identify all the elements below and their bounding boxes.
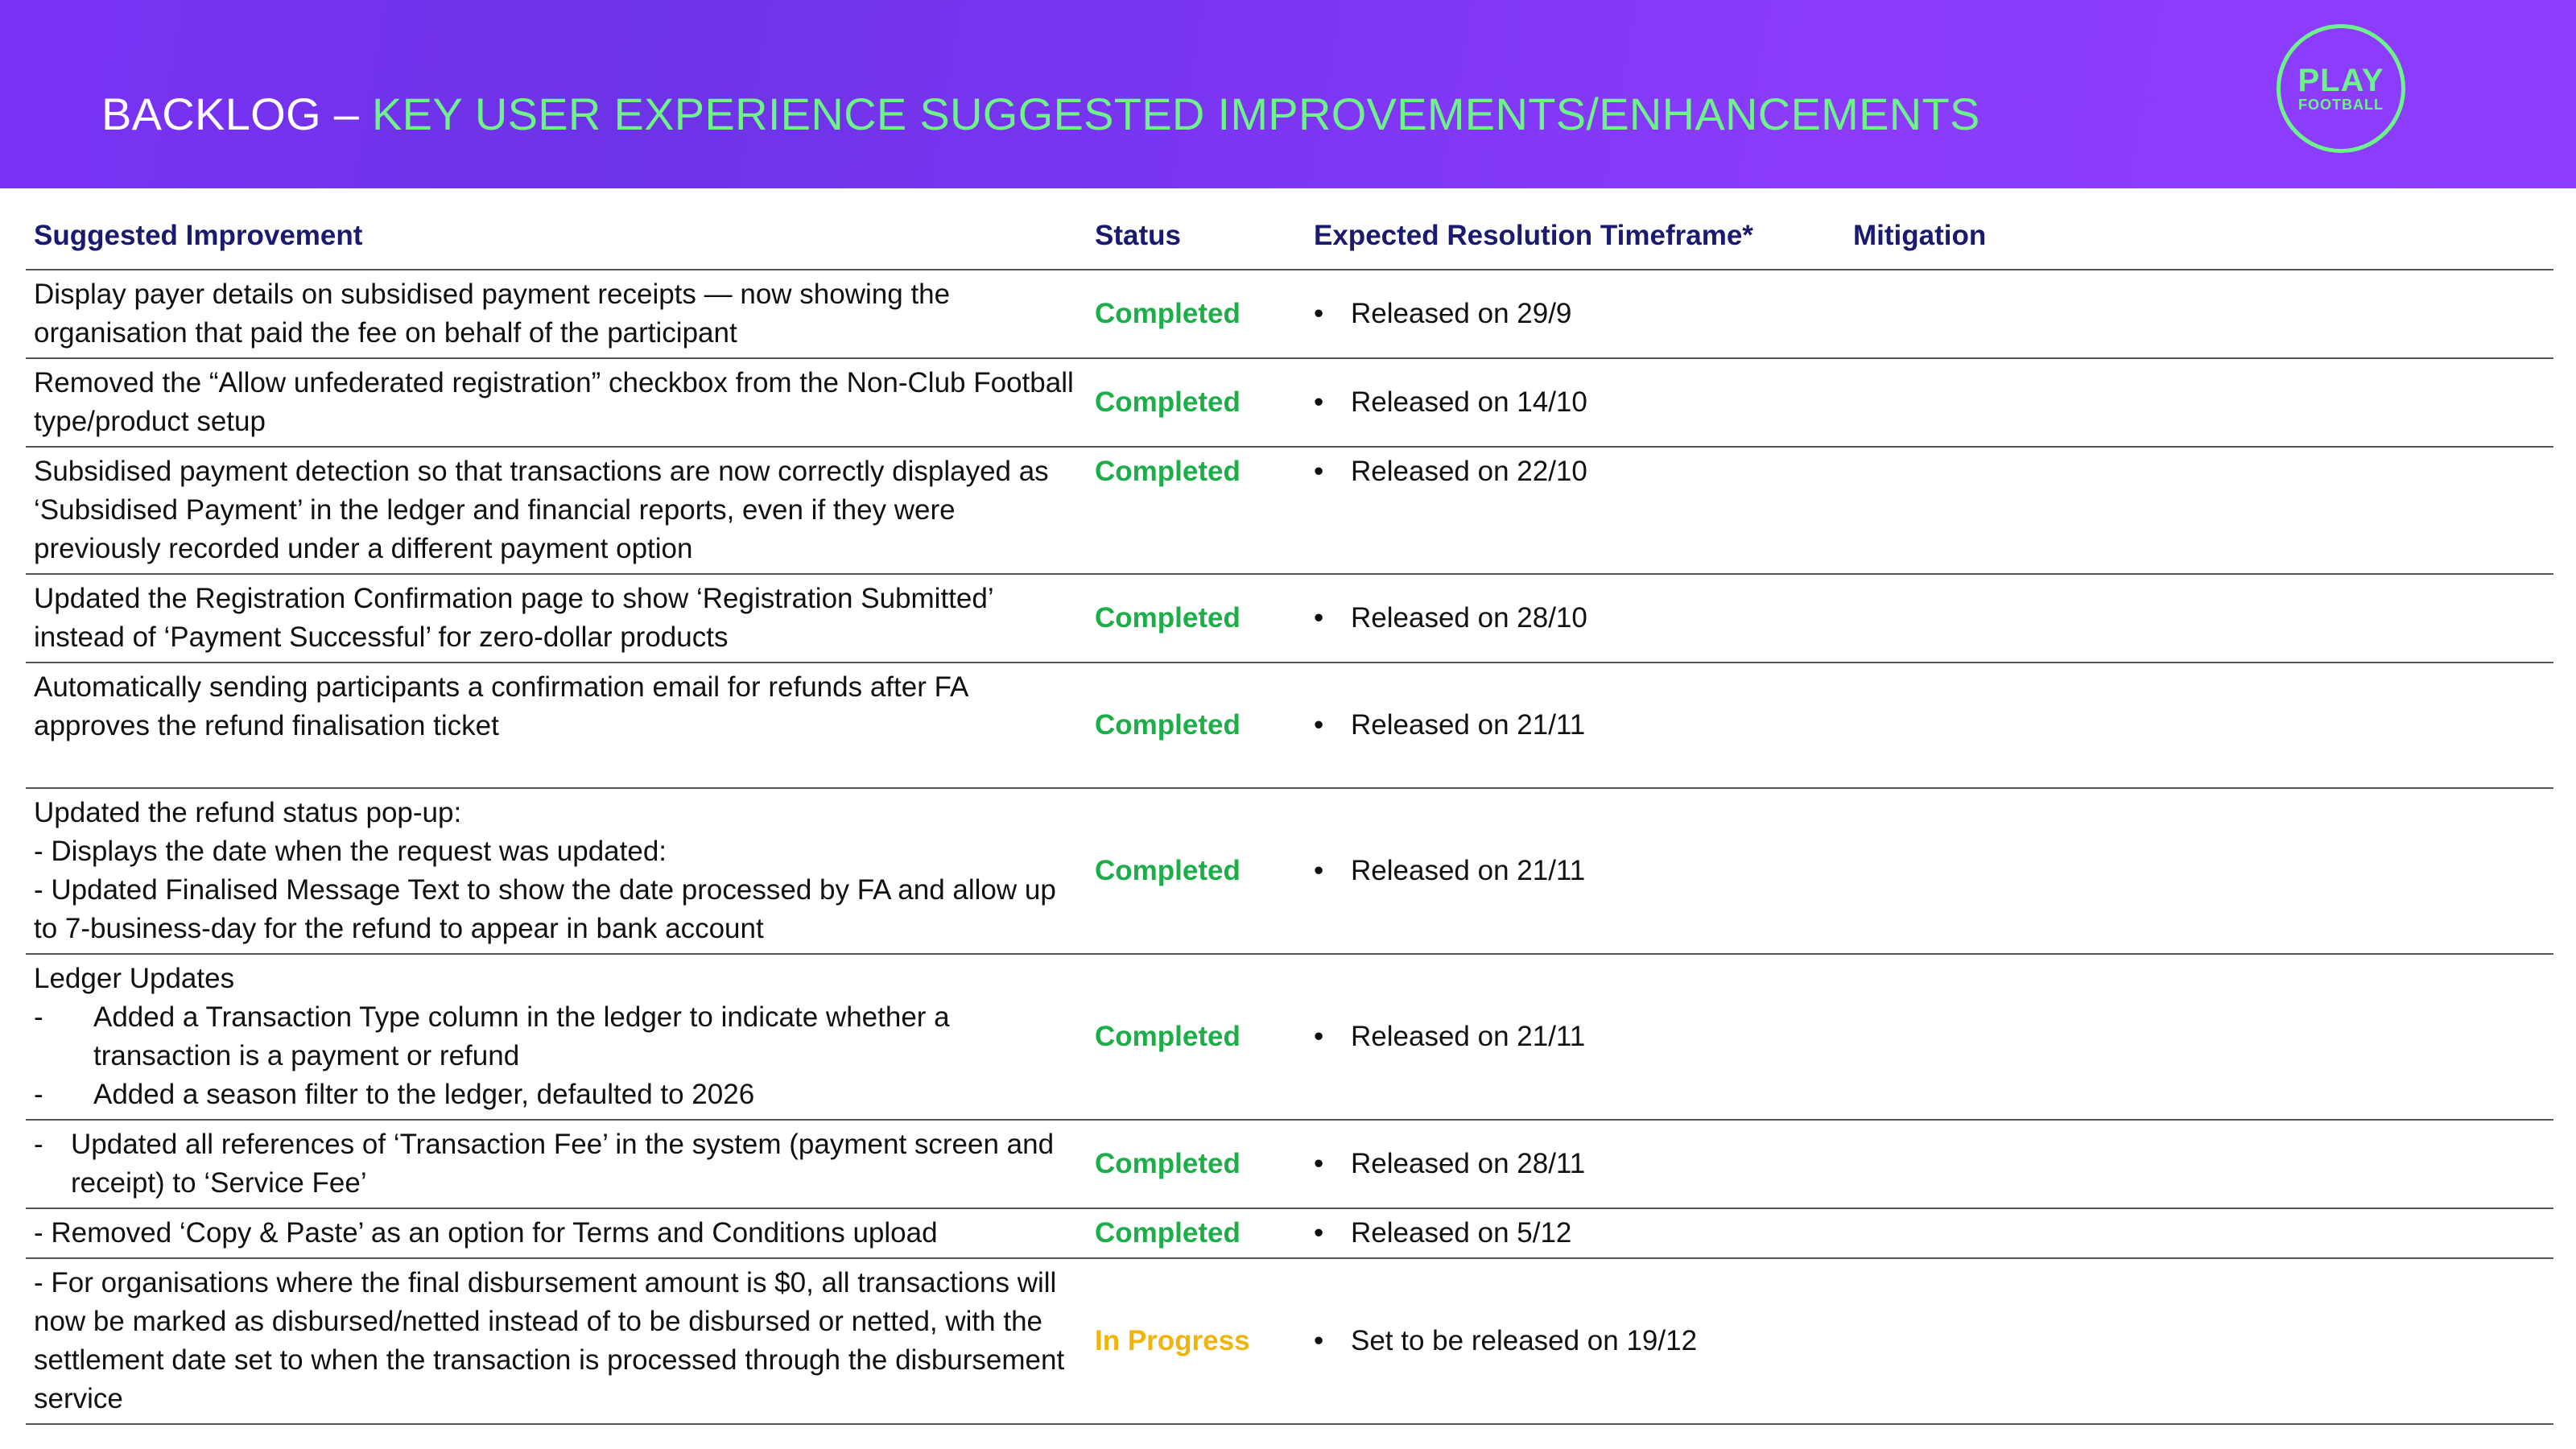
- subitem-text: Added a season filter to the ledger, defaulted to 2026: [93, 1079, 755, 1110]
- timeframe-text: Released on 21/11: [1351, 1021, 1586, 1052]
- status-badge: Completed: [1095, 386, 1241, 418]
- mitigation-cell: [1845, 788, 2553, 954]
- column-header-improvement: Suggested Improvement: [26, 203, 1087, 270]
- timeframe-text: Released on 5/12: [1351, 1217, 1572, 1249]
- title-prefix: BACKLOG –: [101, 89, 373, 139]
- status-badge: Completed: [1095, 1217, 1241, 1249]
- logo-line-football: FOOTBALL: [2298, 97, 2384, 113]
- table-row: [26, 447, 2553, 574]
- table-row: [26, 1120, 2553, 1208]
- mitigation-cell: [1845, 1120, 2553, 1208]
- improvement-line: - Displays the date when the request was updated:: [34, 836, 667, 867]
- improvement-cell: [26, 954, 1087, 1120]
- title-accent: KEY USER EXPERIENCE SUGGESTED IMPROVEMENTS/ENHANCEMENTS: [372, 89, 1980, 139]
- status-badge: Completed: [1095, 855, 1241, 886]
- table-row: [26, 358, 2553, 447]
- status-cell: [1087, 1258, 1306, 1424]
- timeframe-text: Released on 21/11: [1351, 855, 1586, 886]
- bullet-icon: •: [1314, 1325, 1324, 1356]
- bullet-icon: •: [1314, 855, 1324, 886]
- mitigation-cell: [1845, 574, 2553, 663]
- bullet-icon: •: [1314, 1021, 1324, 1052]
- mitigation-cell: [1845, 1258, 2553, 1424]
- column-header-status: Status: [1087, 203, 1306, 270]
- timeframe-cell: [1306, 270, 1845, 358]
- timeframe-cell: [1306, 1208, 1845, 1258]
- bullet-icon: •: [1314, 386, 1324, 418]
- status-badge: Completed: [1095, 602, 1241, 634]
- improvement-cell: - For organisations where the final disbursement amount is $0, all transactions will now be marked as disbursed/netted instead of to be disbursed or netted, with the settlement date set to when the transaction is processed through the disbursement service: [26, 1258, 1087, 1424]
- improvement-line: - Updated Finalised Message Text to show the date processed by FA and allow up to 7-business-day for the refund to appear in bank account: [34, 874, 1056, 944]
- status-badge: Completed: [1095, 1021, 1241, 1052]
- status-cell: [1087, 447, 1306, 574]
- dash-marker: -: [34, 1079, 43, 1110]
- table-header-row: [26, 203, 2553, 270]
- improvement-line: Updated the refund status pop-up:: [34, 797, 462, 828]
- status-cell: [1087, 788, 1306, 954]
- status-cell: [1087, 954, 1306, 1120]
- status-badge: In Progress: [1095, 1325, 1250, 1356]
- status-badge: Completed: [1095, 298, 1241, 329]
- timeframe-cell: [1306, 447, 1845, 574]
- timeframe-cell: [1306, 1120, 1845, 1208]
- mitigation-cell: [1845, 358, 2553, 447]
- improvement-text: Automatically sending participants a confirmation email for refunds after FA approves the refund finalisation ticket: [34, 671, 968, 741]
- improvement-title: Ledger Updates: [34, 963, 235, 994]
- column-header-timeframe: Expected Resolution Timeframe*: [1306, 203, 1845, 270]
- page-title: [101, 84, 1980, 145]
- dash-marker: -: [34, 1129, 43, 1160]
- timeframe-text: Released on 29/9: [1351, 298, 1572, 329]
- table-row: [26, 663, 2553, 788]
- status-cell: [1087, 1120, 1306, 1208]
- improvement-cell: Updated the Registration Confirmation page to show ‘Registration Submitted’ instead of ‘Payment Successful’ for zero-dollar products: [26, 574, 1087, 663]
- status-cell: [1087, 663, 1306, 788]
- improvement-subitem: [34, 998, 1079, 1075]
- bullet-icon: •: [1314, 456, 1324, 487]
- table-row: [26, 788, 2553, 954]
- timeframe-text: Released on 28/11: [1351, 1148, 1586, 1179]
- timeframe-text: Set to be released on 19/12: [1351, 1325, 1698, 1356]
- timeframe-cell: [1306, 788, 1845, 954]
- timeframe-text: Released on 21/11: [1351, 709, 1586, 741]
- status-cell: [1087, 574, 1306, 663]
- bullet-icon: •: [1314, 1148, 1324, 1179]
- improvement-subitem: [34, 1125, 1079, 1203]
- bullet-icon: •: [1314, 298, 1324, 329]
- dash-marker: -: [34, 1001, 43, 1033]
- backlog-table: [26, 203, 2553, 1425]
- improvement-subitem: [34, 1075, 1079, 1114]
- mitigation-cell: [1845, 270, 2553, 358]
- bullet-icon: •: [1314, 1217, 1324, 1249]
- mitigation-cell: [1845, 1208, 2553, 1258]
- subitem-text: Updated all references of ‘Transaction Fee’ in the system (payment screen and receipt) to ‘Service Fee’: [71, 1129, 1055, 1199]
- table-row: [26, 1258, 2553, 1424]
- logo-line-play: PLAY: [2297, 63, 2384, 98]
- timeframe-text: Released on 28/10: [1351, 602, 1587, 634]
- play-football-logo: [2277, 24, 2405, 153]
- status-cell: [1087, 270, 1306, 358]
- bullet-icon: •: [1314, 602, 1324, 634]
- improvement-cell: Removed the “Allow unfederated registration” checkbox from the Non-Club Football type/product setup: [26, 358, 1087, 447]
- improvement-cell: Subsidised payment detection so that transactions are now correctly displayed as ‘Subsidised Payment’ in the ledger and financial reports, even if they were previously recorded under a different payment option: [26, 447, 1087, 574]
- status-cell: [1087, 1208, 1306, 1258]
- status-cell: [1087, 358, 1306, 447]
- table-row: [26, 954, 2553, 1120]
- table-row: [26, 574, 2553, 663]
- table-row: [26, 1208, 2553, 1258]
- status-badge: Completed: [1095, 1148, 1241, 1179]
- improvement-cell: [26, 1120, 1087, 1208]
- improvement-cell: [26, 663, 1087, 788]
- header-banner: [0, 0, 2576, 188]
- improvement-cell: - Removed ‘Copy & Paste’ as an option for Terms and Conditions upload: [26, 1208, 1087, 1258]
- status-badge: Completed: [1095, 456, 1241, 487]
- timeframe-cell: [1306, 954, 1845, 1120]
- timeframe-cell: [1306, 663, 1845, 788]
- mitigation-cell: [1845, 954, 2553, 1120]
- bullet-icon: •: [1314, 709, 1324, 741]
- timeframe-text: Released on 14/10: [1351, 386, 1587, 418]
- timeframe-text: Released on 22/10: [1351, 456, 1587, 487]
- improvement-cell: Display payer details on subsidised payment receipts — now showing the organisation that paid the fee on behalf of the participant: [26, 270, 1087, 358]
- mitigation-cell: [1845, 663, 2553, 788]
- improvement-cell: [26, 788, 1087, 954]
- status-badge: Completed: [1095, 709, 1241, 741]
- column-header-mitigation: Mitigation: [1845, 203, 2553, 270]
- table-row: [26, 270, 2553, 358]
- mitigation-cell: [1845, 447, 2553, 574]
- timeframe-cell: [1306, 358, 1845, 447]
- subitem-text: Added a Transaction Type column in the ledger to indicate whether a transaction is a payment or refund: [93, 1001, 950, 1071]
- timeframe-cell: [1306, 1258, 1845, 1424]
- timeframe-cell: [1306, 574, 1845, 663]
